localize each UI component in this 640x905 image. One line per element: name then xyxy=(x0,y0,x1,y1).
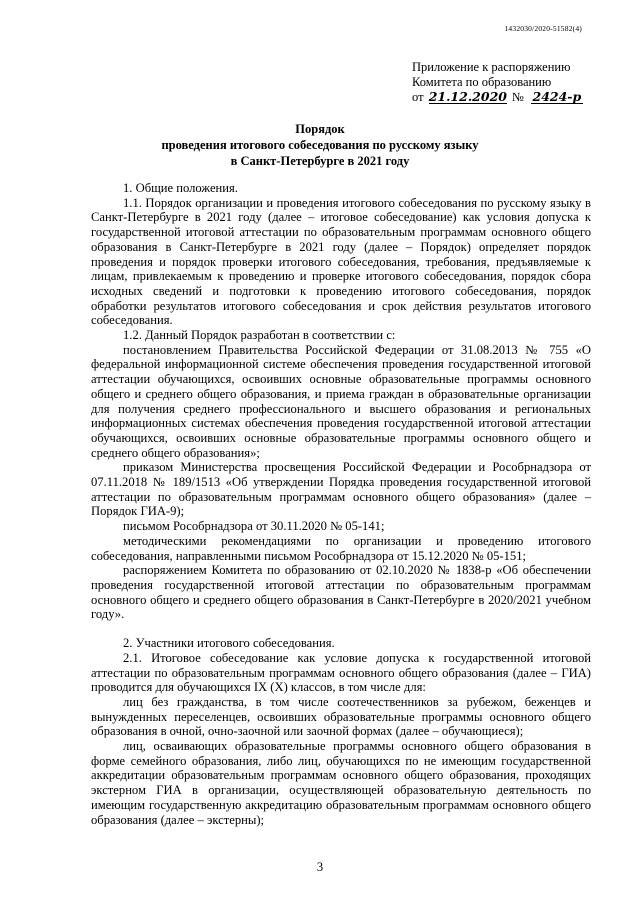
list-item-2: лиц, осваивающих образовательные программы основного общего образования в форме семейного образования, либо лиц, обучающихся по не имеющим государственной аккредитации образовательным программам основного общего образования, проходящих экстерном ГИА в организации, осуществляющей образовательную деятельность по имеющим государственную аккредитацию образовательным программам основного общего образования (далее – экстерны); xyxy=(91,739,591,827)
number-prefix: № xyxy=(511,90,524,104)
handwritten-number: 2424-р xyxy=(532,89,582,104)
document-number: 1432030/2020-51582(4) xyxy=(504,24,582,33)
section-1-heading: 1. Общие положения. xyxy=(123,181,238,195)
appendix-line-1: Приложение к распоряжению xyxy=(412,60,571,74)
title-line-3: в Санкт-Петербурге в 2021 году xyxy=(230,154,410,168)
date-prefix: от xyxy=(412,90,424,104)
paragraph-1-2: 1.2. Данный Порядок разработан в соответствии с: xyxy=(123,328,396,343)
appendix-line-2: Комитета по образованию xyxy=(412,75,552,89)
reference-2: приказом Министерства просвещения Российской Федерации и Рособрнадзора от 07.11.2018 № 189/1513 «Об утверждении Порядка проведения государственной итоговой аттестации по образовательным программам основного общего образования» (далее – Порядок ГИА-9); xyxy=(91,460,591,519)
reference-4: методическими рекомендациями по организации и проведению итогового собеседования, направленными письмом Рособрнадзора от 15.12.2020 № 05-151; xyxy=(91,533,591,563)
page-number: 3 xyxy=(316,860,324,874)
document-body xyxy=(91,181,591,827)
appendix-block xyxy=(412,60,617,105)
title-line-1: Порядок xyxy=(295,122,345,136)
paragraph-2-1: 2.1. Итоговое собеседование как условие допуска к государственной итоговой аттестации по образовательным программам основного общего образования (далее – ГИА) проводится для обучающихся IX (X) классов, в том числе для: xyxy=(91,650,591,695)
paragraph-1-1: 1.1. Порядок организации и проведения итогового собеседования по русскому языку в Санкт-Петербурге в 2021 году (далее – итоговое собеседование) как условия допуска к государственной итоговой аттестации по образовательным программам основного общего образования в Санкт-Петербурге в 2021 году (далее – Порядок) определяет порядок проведения и порядок проверки итогового собеседования, требования, предъявляемые к лицам, привлекаемым к проведению и проверке итогового собеседования, порядок сбора исходных сведений и подготовки к проведению итогового собеседования, порядок обработки результатов итогового собеседования и срок действия результатов итогового собеседования. xyxy=(91,195,591,328)
title-line-2: проведения итогового собеседования по русскому языку xyxy=(161,138,479,152)
appendix-date-line xyxy=(412,90,617,105)
handwritten-date: 21.12.2020 xyxy=(428,89,507,104)
section-2-heading: 2. Участники итогового собеседования. xyxy=(123,636,335,651)
list-item-1: лиц без гражданства, в том числе соотечественников за рубежом, беженцев и вынужденных переселенцев, освоивших образовательные программы основного общего образования в очной, очно-заочной или заочной формах (далее – обучающиеся); xyxy=(91,694,591,739)
reference-5: распоряжением Комитета по образованию от 02.10.2020 № 1838-р «Об обеспечении проведения государственной итоговой аттестации по образовательным программам основного общего и среднего общего образования в Санкт-Петербурге в 2020/2021 учебном году». xyxy=(91,563,591,622)
reference-3: письмом Рособрнадзора от 30.11.2020 № 05-141; xyxy=(123,519,385,534)
reference-1: постановлением Правительства Российской Федерации от 31.08.2013 № 755 «О федеральной информационной системе обеспечения проведения государственной итоговой аттестации обучающихся, освоивших основные образовательные программы основного общего и среднего общего образования, и приема граждан в образовательные организации для получения среднего профессионального и высшего образования и региональных информационных системах обеспечения проведения государственной итоговой аттестации обучающихся, освоивших основные образовательные программы основного общего и среднего общего образования»; xyxy=(91,342,591,460)
document-title xyxy=(0,121,640,169)
